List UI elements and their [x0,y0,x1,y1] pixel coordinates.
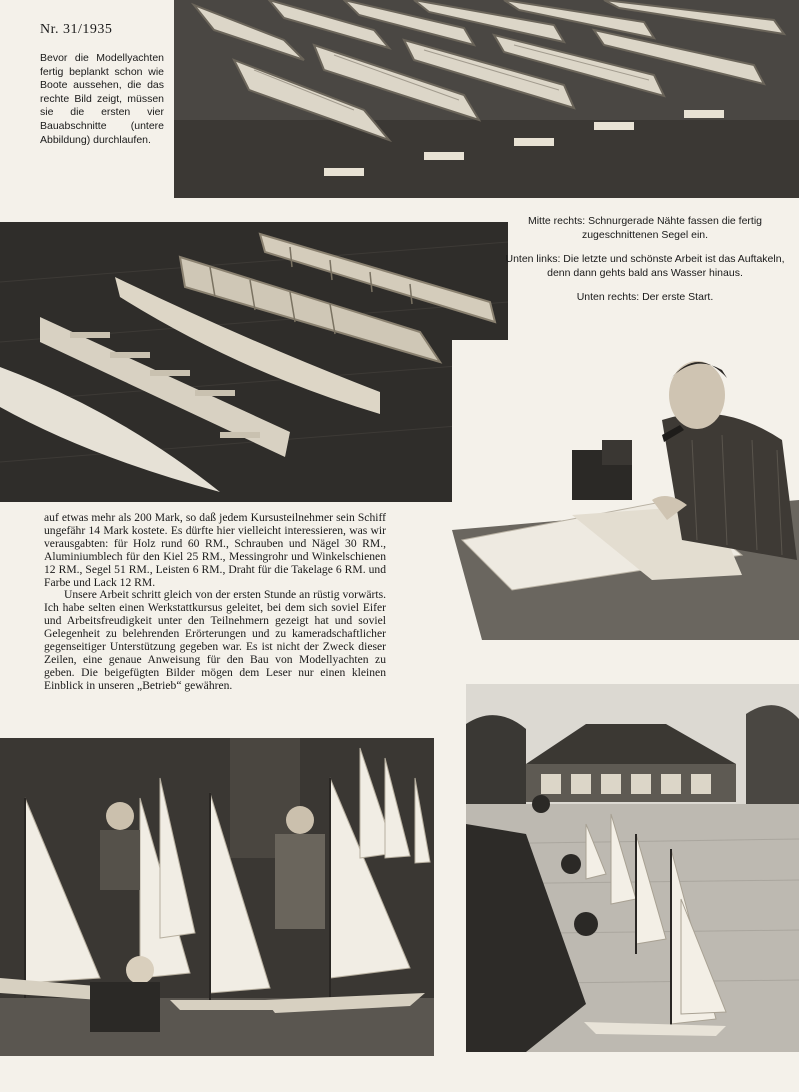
first-start-photo [466,684,799,1052]
hull-frames-photo [174,0,799,198]
caption-middle-right: Mitte rechts: Schnurgerade Nähte fassen die fertig zugeschnittenen Segel ein. [527,215,763,241]
issue-number: Nr. 31/1935 [40,22,113,37]
rigging-photo [0,738,434,1056]
intro-caption: Bevor die Modellyachten fertig beplankt schon wie Boote aussehen, die das rechte Bild zeigt, müssen sie die ersten vier Bauabschnitte (untere Abbildung) durchlaufen. [40,52,164,146]
caption-bottom-left: Unten links: Die letzte und schönste Arbeit ist das Auftakeln, denn dann gehts bald ans Wasser hinaus. [505,253,785,279]
body-paragraph: auf etwas mehr als 200 Mark, so daß jedem Kursusteilnehmer sein Schiff ungefähr 14 Mark kostete. Es dürfte hier vielleicht interessieren, was wir verausgabten: für Holz rund 60 RM., Schrauben und Nägel 30 RM., Aluminiumblech für den Kiel 25 RM., Messingrohr und Winkelschienen 12 RM., Segel 51 RM., Leisten 6 RM., Draht für die Takelage 6 RM. und Farbe und Lack 12 RM. [44,511,386,589]
caption-bottom-right: Unten rechts: Der erste Start. [576,291,714,303]
build-stages-photo [0,222,508,502]
body-paragraph: Unsere Arbeit schritt gleich von der ersten Stunde an rüstig vorwärts. Ich habe selten einen Werkstattkursus geleitet, bei dem sich soviel Eifer und Arbeitsfreudigkeit unter den Teilnehmern gezeigt hat und soviel Gelegenheit zu belehrenden Erörterungen und zu kameradschaftlicher gegenseitiger Unterstützung gegeben war. Es ist nicht der Zweck dieser Zeilen, eine genaue Anweisung für den Bau von Modellyachten zu geben. Die beigefügten Bilder mögen dem Leser nur einen kleinen Einblick in unseren „Betrieb“ gewähren. [44,588,386,692]
article-body [44,512,386,693]
sail-sewing-photo [452,340,799,640]
caption-block [500,214,790,314]
